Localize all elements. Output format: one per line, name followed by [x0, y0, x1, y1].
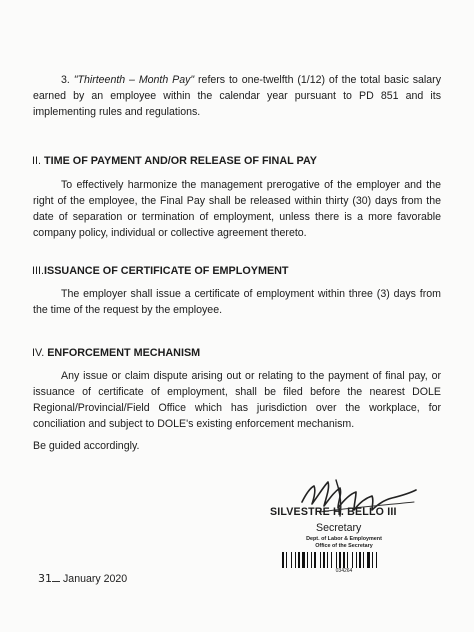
item-text: refers to one-twelfth (1/12) of the total basic salary earned by an employee within the calendar year pursuant to PD 851 and its implementing rules and regulations. — [33, 74, 441, 118]
section-4-heading — [32, 346, 452, 360]
section-4-numeral: IV. — [32, 347, 45, 359]
section-1-item-3 — [33, 72, 441, 120]
section-3-numeral: III. — [32, 265, 44, 277]
section-2-numeral: II. — [32, 155, 41, 167]
date-month-year: January 2020 — [63, 573, 128, 585]
barcode-icon — [280, 552, 408, 568]
receiving-stamp — [276, 536, 412, 586]
section-2-heading — [32, 154, 452, 168]
date-underline — [52, 581, 60, 582]
section-2-body: To effectively harmonize the management prerogative of the employer and the right of the employee, the Final Pay shall be released within thirty (30) days from the date of separation or termination of employment, unless there is a more favorable company policy, individual or collective agreement thereto. — [33, 179, 441, 239]
section-3-title: ISSUANCE OF CERTIFICATE OF EMPLOYMENT — [44, 265, 289, 277]
stamp-number: 034264 — [335, 568, 353, 574]
signatory-position: Secretary — [316, 522, 362, 534]
document-date — [38, 572, 127, 585]
signatory-name: SILVESTRE H. BELLO III — [270, 506, 397, 518]
section-2-title: TIME OF PAYMENT AND/OR RELEASE OF FINAL PAY — [44, 155, 317, 167]
item-number: 3. — [61, 74, 70, 86]
stamp-department: Dept. of Labor & Employment — [306, 536, 382, 542]
section-3-heading — [32, 264, 452, 278]
section-3-body: The employer shall issue a certificate of employment within three (3) days from the time of the request by the employee. — [33, 288, 441, 316]
closing-line: Be guided accordingly. — [33, 440, 140, 452]
section-4-body: Any issue or claim dispute arising out or relating to the payment of final pay, or issuance of certificate of employment, shall be filed before the nearest DOLE Regional/Provincial/Field Office which has jurisdiction over the workplace, for conciliation and subject to DOLE's existing enforcement mechanism. — [33, 370, 441, 430]
date-day: 31 — [38, 572, 52, 585]
stamp-office: Office of the Secretary — [315, 543, 373, 549]
item-term: "Thirteenth – Month Pay" — [73, 74, 195, 86]
section-4-title: ENFORCEMENT MECHANISM — [47, 347, 201, 359]
